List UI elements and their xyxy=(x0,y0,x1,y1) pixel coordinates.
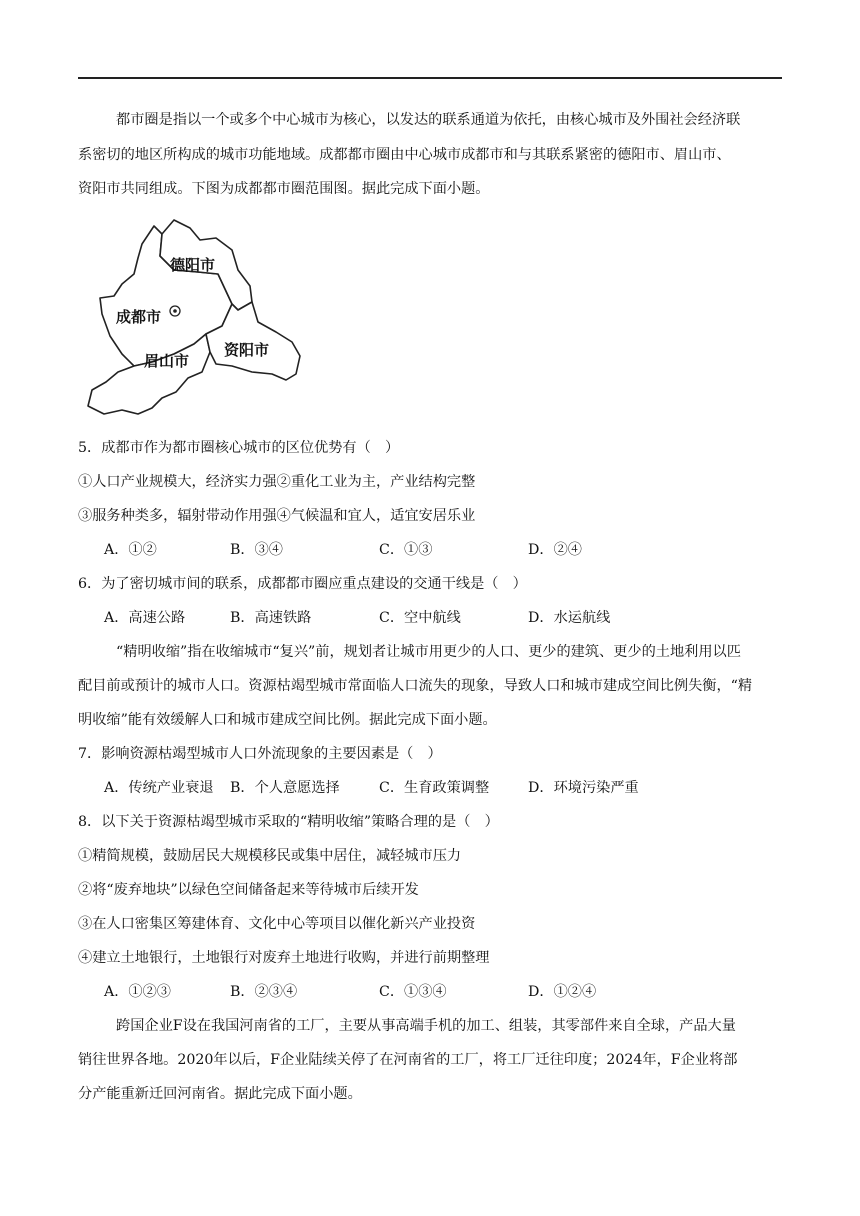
chengdu-metro-map xyxy=(82,214,312,420)
header-rule xyxy=(78,77,782,79)
q8-option-c[interactable]: C．①③④ xyxy=(379,984,447,1000)
passage2-line-2: 配目前或预计的城市人口。资源枯竭型城市常面临人口流失的现象，导致人口和城市建成空间比例失衡，“精 xyxy=(78,678,753,694)
passage3-line-3: 分产能重新迁回河南省。据此完成下面小题。 xyxy=(78,1086,362,1102)
q7-option-a[interactable]: A．传统产业衰退 xyxy=(104,780,214,796)
q8-statement-3: ③在人口密集区筹建体育、文化中心等项目以催化新兴产业投资 xyxy=(78,916,476,932)
q5-option-b[interactable]: B．③④ xyxy=(230,542,283,558)
q7-option-b[interactable]: B．个人意愿选择 xyxy=(230,780,340,796)
map-label-deyang: 德阳市 xyxy=(170,256,216,274)
q6-option-d[interactable]: D．水运航线 xyxy=(528,610,611,626)
q5-stem: 5．成都市作为都市圈核心城市的区位优势有（ ） xyxy=(78,440,400,456)
q5-option-c[interactable]: C．①③ xyxy=(379,542,433,558)
q8-statement-1: ①精简规模，鼓励居民大规模移民或集中居住，减轻城市压力 xyxy=(78,848,462,864)
q8-stem: 8．以下关于资源枯竭型城市采取的“精明收缩”策略合理的是（ ） xyxy=(78,814,499,830)
passage3-line-1: 跨国企业F设在我国河南省的工厂，主要从事高端手机的加工、组装，其零部件来自全球，产品大量 xyxy=(116,1018,736,1034)
q8-option-d[interactable]: D．①②④ xyxy=(528,984,597,1000)
passage2-line-1: “精明收缩”指在收缩城市“复兴”前，规划者让城市用更少的人口、更少的建筑、更少的土地利用以匹 xyxy=(116,644,741,660)
passage3-line-2: 销往世界各地。2020年以后，F企业陆续关停了在河南省的工厂，将工厂迁往印度；2024年，F企业将部 xyxy=(78,1052,738,1068)
map-label-ziyang: 资阳市 xyxy=(224,341,270,359)
passage1-line-3: 资阳市共同组成。下图为成都都市圈范围图。据此完成下面小题。 xyxy=(78,181,490,197)
q8-option-b[interactable]: B．②③④ xyxy=(230,984,298,1000)
q7-option-c[interactable]: C．生育政策调整 xyxy=(379,780,490,796)
q5-statement-1: ①人口产业规模大，经济实力强②重化工业为主，产业结构完整 xyxy=(78,474,476,490)
q6-option-b[interactable]: B．高速铁路 xyxy=(230,610,312,626)
map-label-chengdu: 成都市 xyxy=(116,308,162,326)
q6-stem: 6．为了密切城市间的联系，成都都市圈应重点建设的交通干线是（ ） xyxy=(78,576,527,592)
passage1-line-1: 都市圈是指以一个或多个中心城市为核心，以发达的联系通道为依托，由核心城市及外围社会经济联 xyxy=(116,112,741,128)
q7-stem: 7．影响资源枯竭型城市人口外流现象的主要因素是（ ） xyxy=(78,746,442,762)
q5-option-a[interactable]: A．①② xyxy=(104,542,157,558)
q8-option-a[interactable]: A．①②③ xyxy=(104,984,171,1000)
map-label-meishan: 眉山市 xyxy=(144,352,190,370)
passage2-line-3: 明收缩”能有效缓解人口和城市建成空间比例。据此完成下面小题。 xyxy=(78,712,497,728)
q6-option-a[interactable]: A．高速公路 xyxy=(104,610,186,626)
q8-statement-2: ②将“废弃地块”以绿色空间储备起来等待城市后续开发 xyxy=(78,882,419,898)
q5-option-d[interactable]: D．②④ xyxy=(528,542,582,558)
q8-statement-4: ④建立土地银行，土地银行对废弃土地进行收购，并进行前期整理 xyxy=(78,950,490,966)
q5-statement-2: ③服务种类多，辐射带动作用强④气候温和宜人，适宜安居乐业 xyxy=(78,508,476,524)
q7-option-d[interactable]: D．环境污染严重 xyxy=(528,780,639,796)
passage1-line-2: 系密切的地区所构成的城市功能地域。成都都市圈由中心城市成都市和与其联系紧密的德阳市、眉山市、 xyxy=(78,147,731,163)
q6-option-c[interactable]: C．空中航线 xyxy=(379,610,461,626)
